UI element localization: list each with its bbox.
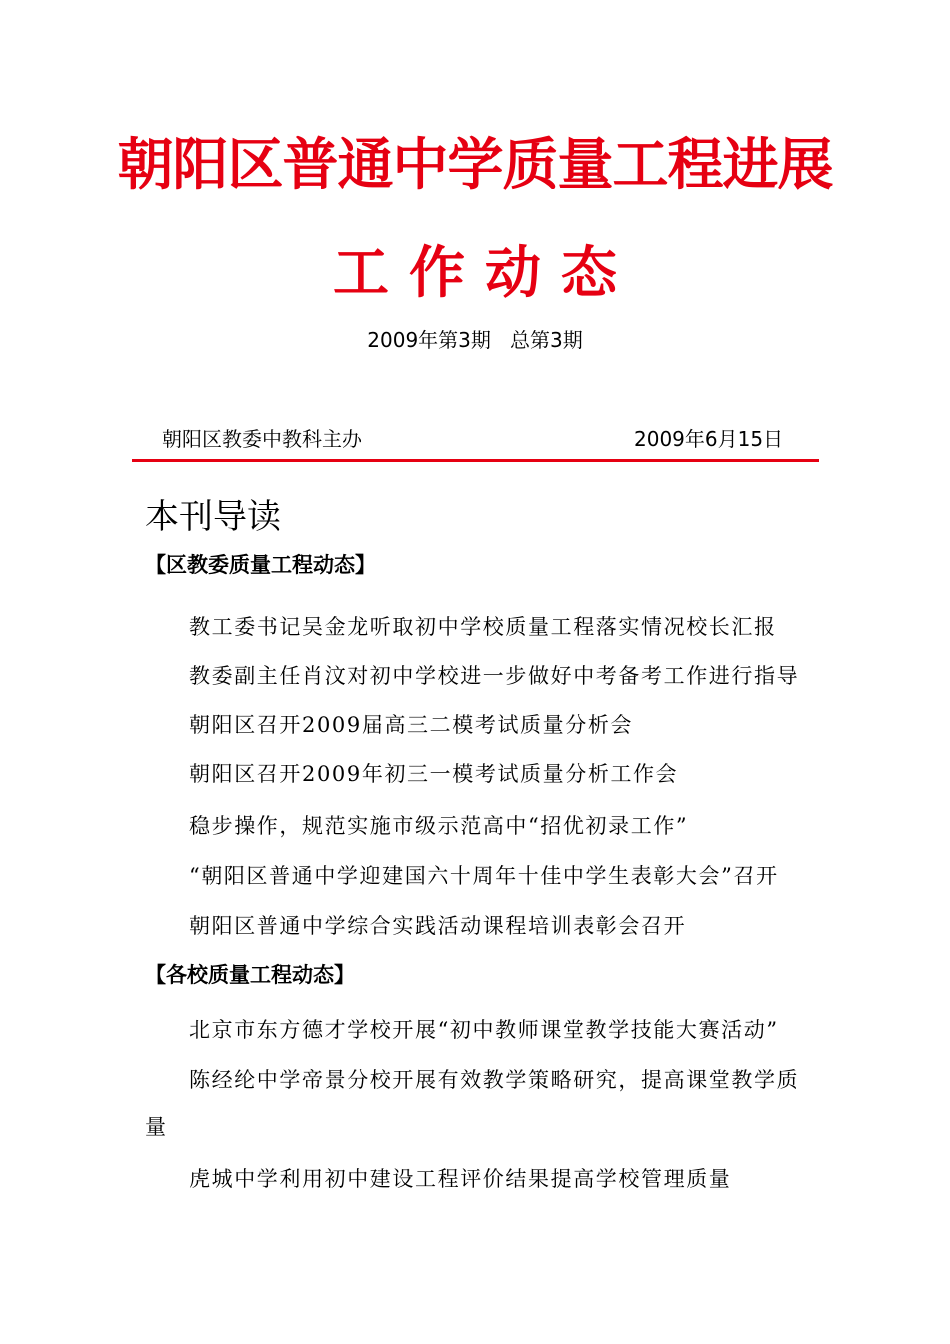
toc-item: 北京市东方德才学校开展“初中教师课堂教学技能大赛活动” <box>189 1018 779 1042</box>
toc-section-title: 【区教委质量工程动态】 <box>145 553 376 577</box>
document-title-line-2: 工作动态 <box>333 241 637 306</box>
toc-item: 教工委书记吴金龙听取初中学校质量工程落实情况校长汇报 <box>189 615 777 639</box>
toc-item: 朝阳区普通中学综合实践活动课程培训表彰会召开 <box>189 914 687 938</box>
toc-heading: 本刊导读 <box>145 497 281 537</box>
toc-item: 稳步操作，规范实施市级示范高中“招优初录工作” <box>189 814 689 838</box>
document-title-line-1: 朝阳区普通中学质量工程进展 <box>117 133 833 198</box>
toc-item: “朝阳区普通中学迎建国六十周年十佳中学生表彰大会”召开 <box>189 864 779 888</box>
publication-date: 2009年6月15日 <box>634 427 784 451</box>
toc-item: 教委副主任肖汶对初中学校进一步做好中考备考工作进行指导 <box>189 664 800 688</box>
toc-item: 朝阳区召开2009年初三一模考试质量分析工作会 <box>189 762 679 786</box>
toc-item: 陈经纶中学帝景分校开展有效教学策略研究，提高课堂教学质量 <box>145 1068 800 1139</box>
sponsor-line: 朝阳区教委中教科主办 <box>162 427 362 451</box>
header-divider <box>132 459 819 462</box>
issue-number: 2009年第3期 总第3期 <box>367 328 583 352</box>
toc-section-title: 【各校质量工程动态】 <box>145 963 355 987</box>
toc-item: 朝阳区召开2009届高三二模考试质量分析会 <box>189 713 634 737</box>
toc-item: 虎城中学利用初中建设工程评价结果提高学校管理质量 <box>189 1167 732 1191</box>
